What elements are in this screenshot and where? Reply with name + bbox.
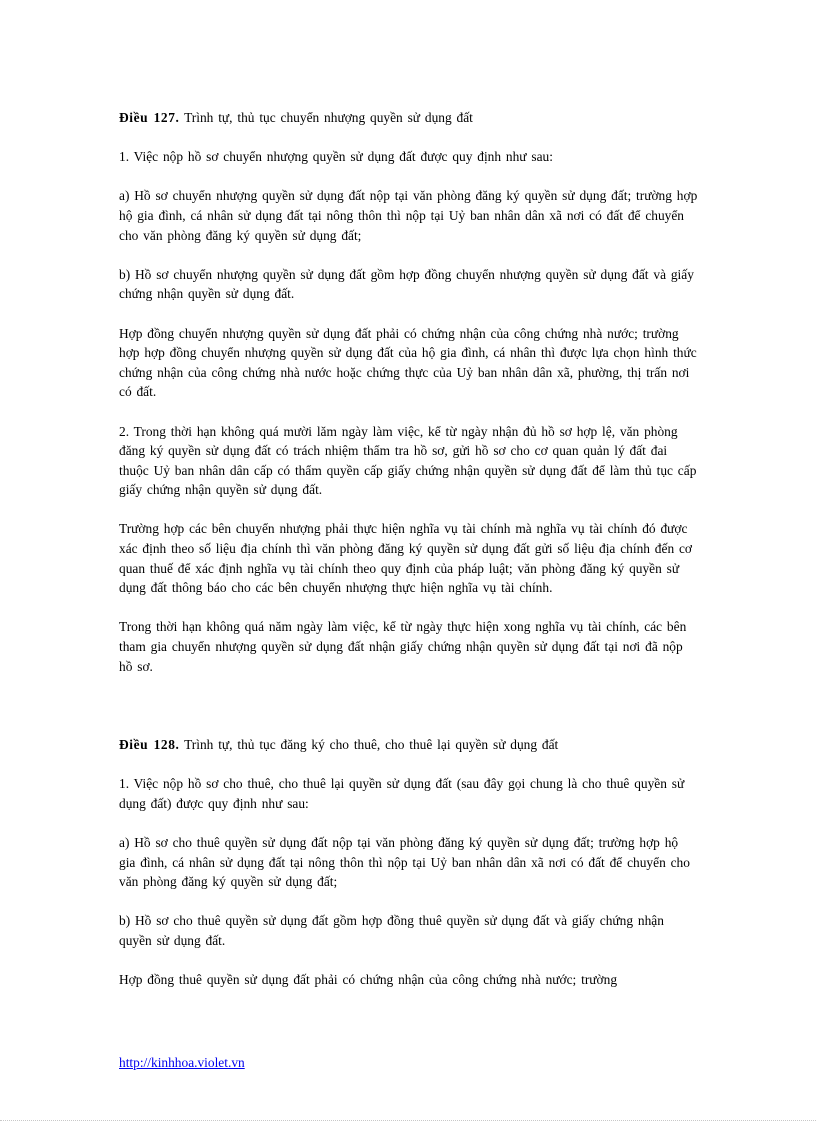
article-128-number: Điều 128. <box>119 737 180 752</box>
page-bottom-border <box>0 1120 816 1121</box>
document-body <box>119 108 699 1009</box>
article-spacer <box>119 696 699 735</box>
article-128-paragraph: Hợp đồng thuê quyền sử dụng đất phải có chứng nhận của công chứng nhà nước; trường <box>119 972 618 988</box>
article-127-paragraph: Hợp đồng chuyển nhượng quyền sử dụng đất phải có chứng nhận của công chứng nhà nước; trường hợp hợp đồng chuyển nhượng quyền sử dụng đất của hộ gia đình, cá nhân thì được lựa chọn hình thức chứng nhận của công chứng nhà nước hoặc chứng thực của Uỷ ban nhân dân xã, phường, thị trấn nơi có đất. <box>119 325 697 400</box>
article-128-paragraph: 1. Việc nộp hồ sơ cho thuê, cho thuê lại quyền sử dụng đất (sau đây gọi chung là cho thuê quyền sử dụng đất) được quy định như sau: <box>119 776 685 811</box>
article-127-number: Điều 127. <box>119 110 180 125</box>
article-128-title: Trình tự, thủ tục đăng ký cho thuê, cho thuê lại quyền sử dụng đất <box>184 737 559 752</box>
article-127-paragraph: Trong thời hạn không quá năm ngày làm việc, kể từ ngày thực hiện xong nghĩa vụ tài chính, các bên tham gia chuyển nhượng quyền sử dụng đất nhận giấy chứng nhận quyền sử dụng đất tại nơi đã nộp hồ sơ. <box>119 619 687 674</box>
article-127-paragraph: a) Hồ sơ chuyển nhượng quyền sử dụng đất nộp tại văn phòng đăng ký quyền sử dụng đất; trường hợp hộ gia đình, cá nhân sử dụng đất tại nông thôn thì nộp tại Uỷ ban nhân dân xã nơi có đất để chuyển cho văn phòng đăng ký quyền sử dụng đất; <box>119 188 698 243</box>
article-128-heading <box>119 735 699 755</box>
article-128-paragraph: b) Hồ sơ cho thuê quyền sử dụng đất gồm hợp đồng thuê quyền sử dụng đất và giấy chứng nhận quyền sử dụng đất. <box>119 913 664 948</box>
footer-website-link[interactable] <box>119 1055 279 1071</box>
article-127-paragraph: 1. Việc nộp hồ sơ chuyển nhượng quyền sử dụng đất được quy định như sau: <box>119 149 553 165</box>
footer-link-text: http://kinhhoa.violet.vn <box>119 1055 245 1070</box>
footer-link-underline-tail <box>245 1055 279 1071</box>
article-127-title: Trình tự, thủ tục chuyển nhượng quyền sử dụng đất <box>184 110 473 125</box>
article-127-heading <box>119 108 699 128</box>
article-127-paragraph: b) Hồ sơ chuyển nhượng quyền sử dụng đất gồm hợp đồng chuyển nhượng quyền sử dụng đất và giấy chứng nhận quyền sử dụng đất. <box>119 266 694 302</box>
article-127-paragraph: 2. Trong thời hạn không quá mười lăm ngày làm việc, kể từ ngày nhận đủ hồ sơ hợp lệ, văn phòng đăng ký quyền sử dụng đất có trách nhiệm thẩm tra hồ sơ, gửi hồ sơ cho cơ quan quản lý đất đai thuộc Uỷ ban nhân dân cấp có thẩm quyền cấp giấy chứng nhận quyền sử dụng đất để làm thủ tục cấp giấy chứng nhận quyền sử dụng đất. <box>119 423 697 498</box>
article-128-paragraph: a) Hồ sơ cho thuê quyền sử dụng đất nộp tại văn phòng đăng ký quyền sử dụng đất; trường hợp hộ gia đình, cá nhân sử dụng đất tại nông thôn thì nộp tại Uỷ ban nhân dân xã nơi có đất để chuyển cho văn phòng đăng ký quyền sử dụng đất; <box>119 834 690 890</box>
article-127-paragraph: Trường hợp các bên chuyển nhượng phải thực hiện nghĩa vụ tài chính mà nghĩa vụ tài chính đó được xác định theo số liệu địa chính thì văn phòng đăng ký quyền sử dụng đất gửi số liệu địa chính đến cơ quan thuế để xác định nghĩa vụ tài chính theo quy định của pháp luật; văn phòng đăng ký quyền sử dụng đất thông báo cho các bên chuyển nhượng thực hiện nghĩa vụ tài chính. <box>119 521 693 596</box>
